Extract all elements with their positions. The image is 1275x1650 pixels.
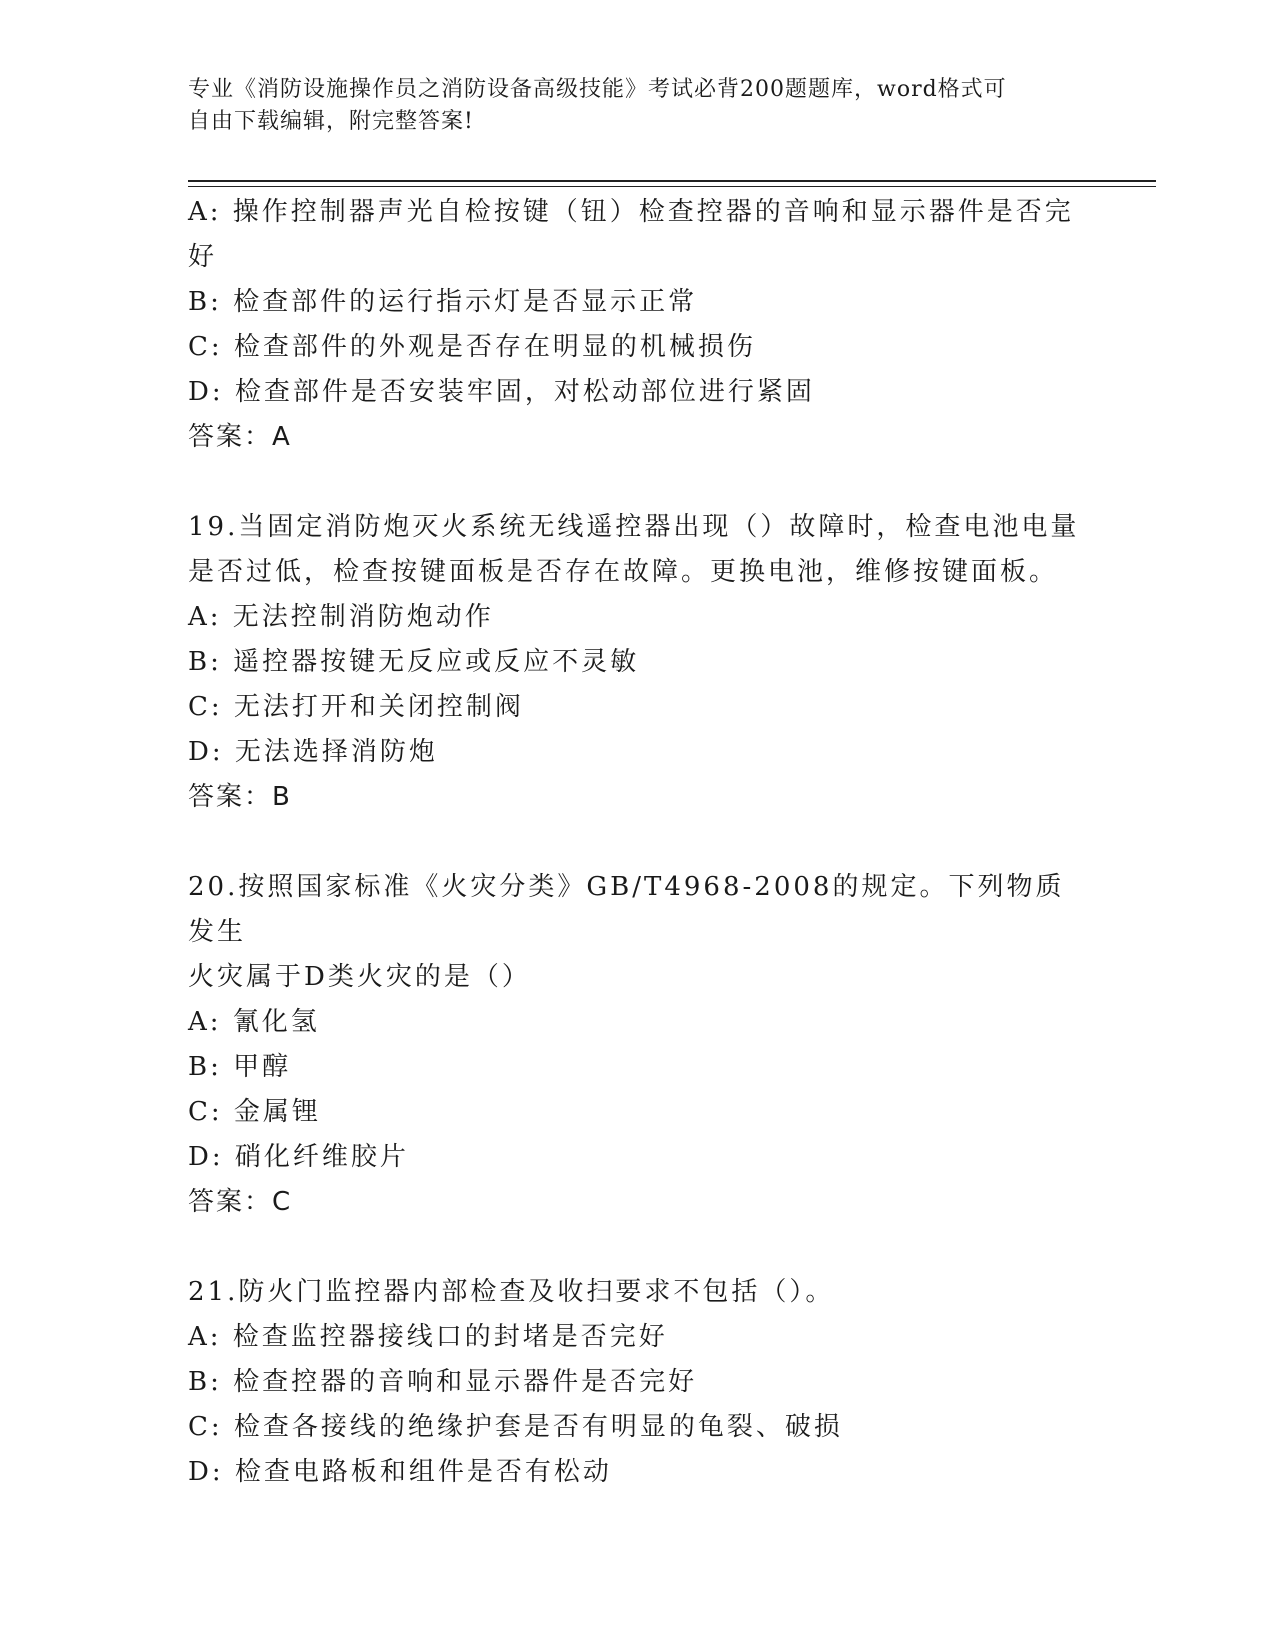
- option-a: A: 氰化氢: [188, 1007, 320, 1037]
- question-text-continued: 火灾属于D类火灾的是（）: [188, 962, 531, 992]
- option-a: A: 无法控制消防炮动作: [188, 602, 494, 632]
- question-block-18: [188, 190, 1088, 460]
- option-d: D: 检查电路板和组件是否有松动: [188, 1457, 612, 1487]
- option-d: D: 硝化纤维胶片: [188, 1142, 409, 1172]
- option-c: C: 检查各接线的绝缘护套是否有明显的龟裂、破损: [188, 1412, 843, 1442]
- answer-line: 答案：B: [188, 782, 292, 812]
- option-d: D: 检查部件是否安装牢固，对松动部位进行紧固: [188, 377, 815, 407]
- question-text: 20.按照国家标准《火灾分类》GB/T4968-2008的规定。下列物质发生: [188, 872, 1065, 947]
- option-b: B: 甲醇: [188, 1052, 292, 1082]
- question-block-21: [188, 1270, 1088, 1495]
- option-c: C: 无法打开和关闭控制阀: [188, 692, 524, 722]
- header-divider-thick: [188, 180, 1156, 182]
- header-line-2: 自由下载编辑，附完整答案!: [188, 109, 474, 134]
- option-d: D: 无法选择消防炮: [188, 737, 438, 767]
- option-a: A: 操作控制器声光自检按键（钮）检查控器的音响和显示器件是否完: [188, 197, 1074, 227]
- header-divider-thin: [188, 186, 1156, 187]
- option-a: A: 检查监控器接线口的封堵是否完好: [188, 1322, 668, 1352]
- page-header: [188, 74, 1088, 138]
- option-c: C: 检查部件的外观是否存在明显的机械损伤: [188, 332, 756, 362]
- question-block-20: [188, 865, 1088, 1225]
- answer-line: 答案：C: [188, 1187, 293, 1217]
- option-c: C: 金属锂: [188, 1097, 321, 1127]
- option-b: B: 遥控器按键无反应或反应不灵敏: [188, 647, 640, 677]
- option-b: B: 检查部件的运行指示灯是否显示正常: [188, 287, 698, 317]
- answer-line: 答案：A: [188, 422, 292, 452]
- question-block-19: [188, 505, 1088, 820]
- header-line-1: 专业《消防设施操作员之消防设备高级技能》考试必背200题题库，word格式可: [188, 77, 1007, 102]
- option-b: B: 检查控器的音响和显示器件是否完好: [188, 1367, 698, 1397]
- question-text: 19.当固定消防炮灭火系统无线遥控器出现（）故障时，检查电池电量: [188, 512, 1080, 542]
- document-body: [188, 190, 1088, 1495]
- question-text-continued: 是否过低，检查按键面板是否存在故障。更换电池，维修按键面板。: [188, 557, 1059, 587]
- question-text: 21.防火门监控器内部检查及收扫要求不包括（）。: [188, 1277, 835, 1307]
- option-a-continued: 好: [188, 242, 218, 272]
